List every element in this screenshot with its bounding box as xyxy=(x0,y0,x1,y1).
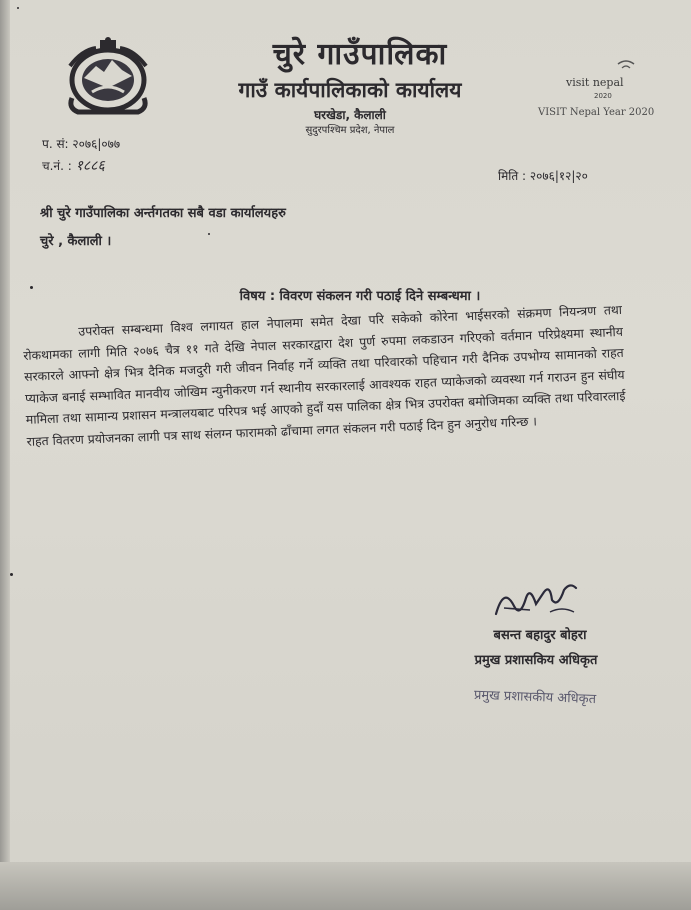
official-stamp: प्रमुख प्रशासकीय अधिकृत xyxy=(473,687,597,708)
nepal-emblem-icon xyxy=(62,36,154,118)
office-province: सुदुरपश्चिम प्रदेश, नेपाल xyxy=(305,125,395,136)
office-title: चुरे गाउँपालिका xyxy=(272,37,448,72)
reference-number: प. सं: २०७६|०७७ xyxy=(42,137,121,151)
signatory-name: बसन्त बहादुर बोहरा xyxy=(493,628,587,643)
dispatch-label: च.नं. : xyxy=(42,159,72,173)
speck xyxy=(30,286,33,289)
office-place: घरखेडा, कैलाली xyxy=(314,108,386,122)
speck xyxy=(208,233,210,235)
recipient-line-2: चुरे , कैलाली । xyxy=(40,234,112,249)
dispatch-value: १८८६ xyxy=(75,158,105,174)
page-shadow-edge xyxy=(0,0,10,910)
page-bottom-shadow xyxy=(0,862,691,910)
signatory-title: प्रमुख प्रशासकिय अधिकृत xyxy=(474,653,598,668)
letter-body: उपरोक्त सम्बन्धमा विश्व लगायत हाल नेपालमा समेत देखा परि सकेको कोरेना भाईसरको संक्रमण नियन्त्रण तथा रोकथामका लागी मिति २०७६ चैत्र ११ गते देखि नेपाल सरकारद्वारा देश पुर्ण रुपमा लकडाउन गरिएको वर्तमान परिप्रेक्ष्यमा स्थानीय सरकारले आफ्नो क्षेत्र भित्र दैनिक मजदुरी गरी जीवन निर्वाह गर्ने व्यक्ति तथा परिवारको पहिचान गरी दैनिक उपभोग्य सामानको राहत प्याकेज बनाई सम्भावित मानवीय जोखिम न्युनीकरण गर्न स्थानीय सरकारलाई आवश्यक राहत प्याकेजको व्यवस्था गर्न गराउन हुन संघीय मामिला तथा सामान्य प्रशासन मन्त्रालयबाट परिपत्र भई आएको हुदाँ यस पालिका क्षेत्र भित्र उपरोक्त बमोजिमका व्यक्ति तथा परिवारलाई राहत वितरण प्रयोजनका लागी पत्र साथ संलग्न फारामको ढाँचामा लगत संकलन गरी पठाई दिन हुन अनुरोध गरिन्छ । xyxy=(22,301,626,449)
office-subtitle: गाउँ कार्यपालिकाको कार्यालय xyxy=(238,78,462,102)
speck xyxy=(10,573,13,576)
handwritten-signature-icon xyxy=(490,578,580,622)
visit-nepal-brand: visit nepal xyxy=(566,76,624,89)
dispatch-number xyxy=(42,156,105,175)
visit-nepal-year-mark: 2020 xyxy=(594,92,612,100)
letter-subject: विषय : विवरण संकलन गरी पठाई दिने सम्बन्धमा । xyxy=(239,289,481,304)
visit-nepal-caption: VISIT Nepal Year 2020 xyxy=(538,107,655,118)
visit-nepal-logo-icon xyxy=(560,58,660,104)
recipient-line-1: श्री चुरे गाउँपालिका अर्न्तगतका सबै वडा कार्यालयहरु xyxy=(40,206,286,221)
letter-date: मिति : २०७६|१२|२० xyxy=(498,169,588,183)
speck xyxy=(17,7,19,9)
